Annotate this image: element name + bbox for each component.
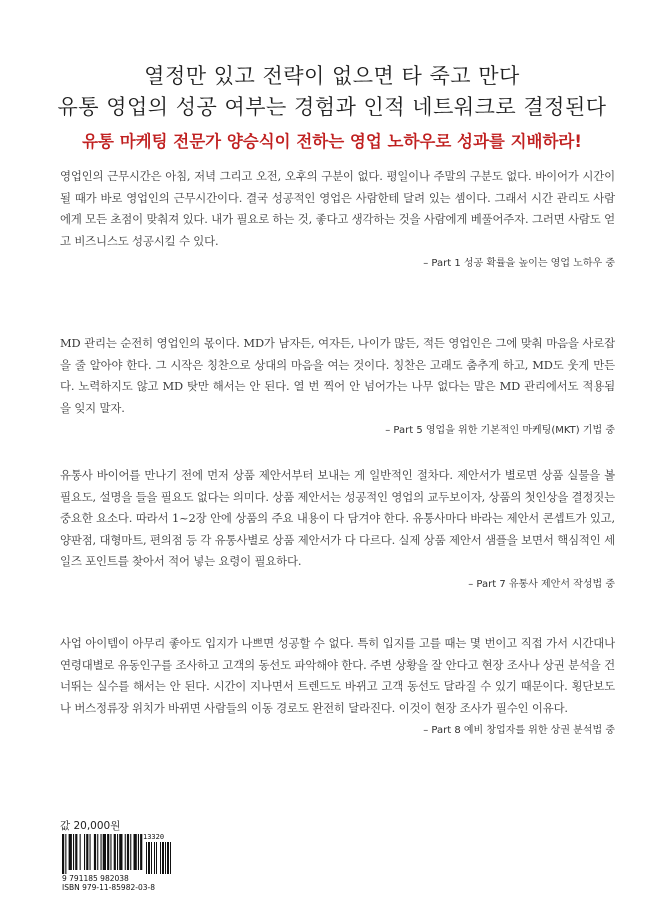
excerpt-source: – Part 1 성공 확률을 높이는 영업 노하우 중 [423,258,615,269]
excerpt-source: – Part 8 예비 창업자를 위한 상권 분석법 중 [423,725,615,736]
barcode-addon-bar [165,842,166,874]
barcode-bar [69,834,72,870]
subheadline: 유통 마케팅 전문가 양승식이 전하는 영업 노하우로 성과를 지배하라! [82,132,582,151]
excerpt-block [60,633,615,736]
isbn-number: ISBN 979-11-85982-03-8 [62,883,155,892]
barcode-numbers [62,874,155,892]
barcode-bar [86,834,88,870]
excerpt-text: 영업인의 근무시간은 아침, 저녁 그리고 오전, 오후의 구분이 없다. 평일이나 주말의 구분도 없다. 바이어가 시간이 될 때가 바로 영업인의 근무시간이다. 결국 성공적인 영업은 사람한테 달려 있는 셈이다. 그래서 시간 관리도 사람에게 모든 초점이 맞춰져 있다. 내가 필요로 하는 것, 좋다고 생각하는 것을 사람에게 베풀어주자. 그러면 사람도 얻고 비즈니스도 성공시킬 수 있다. [60,169,615,248]
barcode-bar [90,834,91,870]
barcode-addon-bar [156,842,157,874]
excerpt-block [60,465,615,590]
barcode-addon-bar [148,842,150,874]
barcode-bar [134,834,137,870]
barcode-bar [97,834,98,870]
barcode-addon-bar [162,842,164,874]
barcode-bar [130,834,131,870]
barcode-bar [138,834,139,870]
barcode-addon-digits: 13320 [143,833,165,841]
barcode-bar [84,834,85,870]
barcode-bar [101,834,102,870]
barcode-bar [94,834,96,870]
barcode-bar [119,834,122,870]
excerpt-block [60,166,615,269]
excerpt-text: MD 관리는 순전히 영업인의 몫이다. MD가 남자든, 여자든, 나이가 많든, 적든 영업인은 그에 맞춰 마음을 사로잡을 줄 알아야 한다. 그 시작은 칭찬으로 상대의 마음을 여는 것이다. 칭찬은 고래도 춤추게 하고, MD도 웃게 만든다. 노력하지도 않고 MD 탓만 해서는 안 된다. 열 번 찍어 안 넘어가는 나무 없다는 말은 MD 관리에서도 적용됨을 잊지 말자. [60,336,615,415]
barcode-bar [75,834,77,870]
barcode-addon-bar [154,842,155,874]
barcode-bar [103,834,106,870]
barcode-bar [73,834,74,870]
excerpt-text: 유통사 바이어를 만나기 전에 먼저 상품 제안서부터 보내는 게 일반적인 절차다. 제안서가 별로면 상품 실물을 볼 필요도, 설명을 들을 필요도 없다는 의미다. 상품 제안서는 성공적인 영업의 교두보이자, 상품의 첫인상을 결정짓는 중요한 요소다. 따라서 1~2장 안에 상품의 주요 내용이 다 담겨야 한다. 유통사마다 바라는 제안서 콘셉트가 있고, 양판점, 대형마트, 편의점 등 각 유통사별로 상품 제안서가 다 다르다. 실제 상품 제안서 샘플을 보면서 핵심적인 세일즈 포인트를 찾아서 적어 넣는 요령이 필요하다. [60,468,615,568]
excerpt-block [60,333,615,436]
barcode-bar [107,834,109,870]
excerpt-source: – Part 7 유통사 제안서 작성법 중 [468,578,615,590]
barcode-main-digits: 9 791185 982038 [62,874,129,883]
barcode-addon-bar [146,842,147,874]
barcode-bar [140,834,142,870]
price-label: 값 20,000원 [60,820,121,832]
excerpt-text: 사업 아이템이 아무리 좋아도 입지가 나쁘면 성공할 수 없다. 특히 입지를 고를 때는 몇 번이고 직접 가서 시간대나 연령대별로 유동인구를 조사하고 고객의 동선도 파악해야 한다. 주변 상황을 잘 안다고 현장 조사나 상권 분석을 건너뛰는 실수를 해서는 안 된다. 시간이 지나면서 트렌드도 바뀌고 고객 동선도 달라질 수 있기 때문이다. 횡단보도나 버스정류장 위치가 바뀌면 사람들의 이동 경로도 완전히 달라진다. 이것이 현장 조사가 필수인 이유다. [60,636,615,715]
barcode-bar [65,834,66,874]
barcode-addon-bar [151,842,152,874]
barcode-bar [127,834,129,870]
barcode-bar [110,834,111,870]
barcode-addon-bar [170,842,171,874]
barcode-bar [62,834,64,874]
barcode-bar [114,834,116,870]
headline-line-1: 열정만 있고 전략이 없으면 타 죽고 만다 [144,64,520,88]
headline-line-2: 유통 영업의 성공 여부는 경험과 인적 네트워크로 결정된다 [57,95,607,119]
barcode-addon-bar [167,842,169,874]
barcode-addon-bar [160,842,161,874]
barcode-bar [80,834,81,870]
excerpt-source: – Part 5 영업을 위한 기본적인 마케팅(MKT) 기법 중 [385,425,615,436]
barcode-bar [125,834,126,870]
barcode-bar [117,834,118,870]
